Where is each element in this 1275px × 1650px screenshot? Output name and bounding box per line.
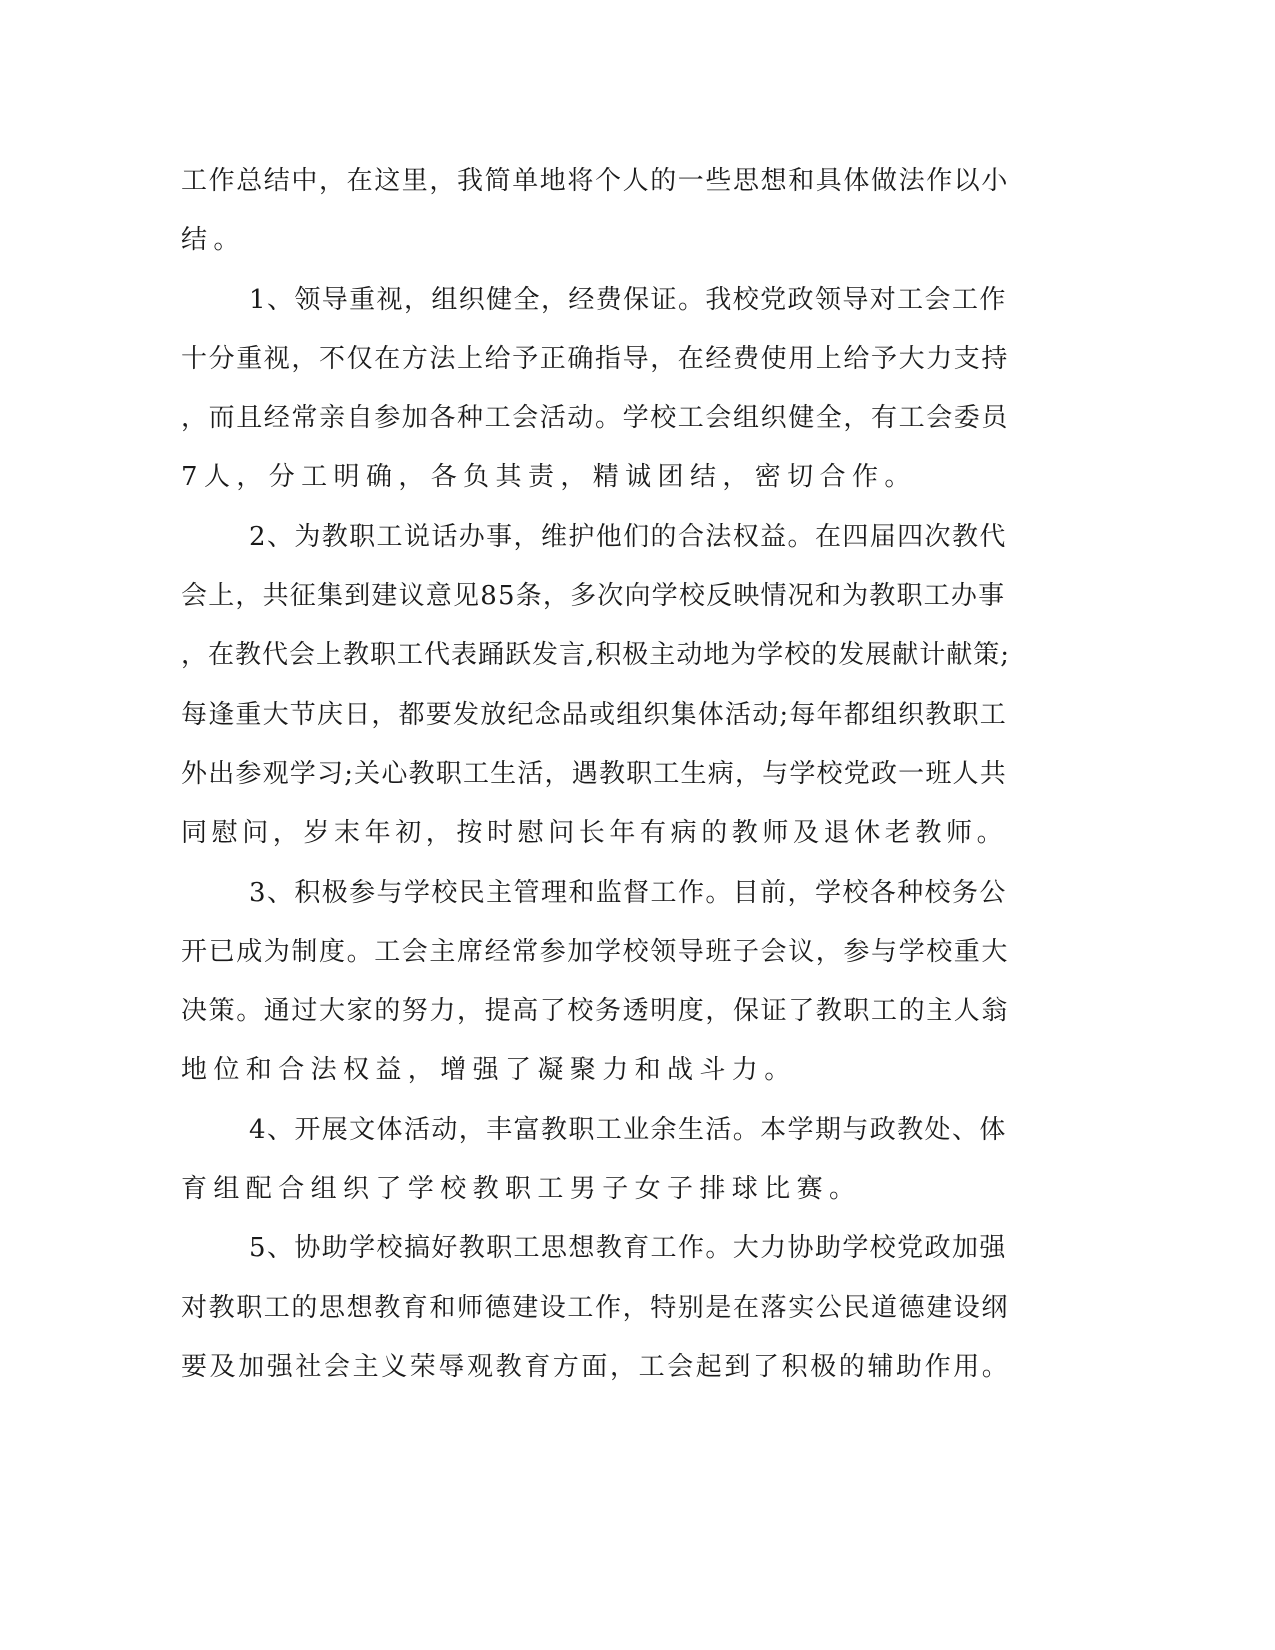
text-line: 外出参观学习;关心教职工生活，遇教职工生病，与学校党政一班人共 bbox=[181, 758, 1007, 789]
paragraph-4-start: 4、开展文体活动，丰富教职工业余生活。本学期与政教处、体 bbox=[249, 1114, 1007, 1145]
text-line: 会上，共征集到建议意见85条，多次向学校反映情况和为教职工办事 bbox=[181, 581, 1006, 612]
text-line: 工作总结中，在这里，我简单地将个人的一些思想和具体做法作以小 bbox=[181, 166, 1010, 196]
text-line: ，在教代会上教职工代表踊跃发言,积极主动地为学校的发展献计献策; bbox=[181, 640, 1011, 671]
text-line: 每逢重大节庆日，都要发放纪念品或组织集体活动;每年都组织教职工 bbox=[181, 699, 1007, 730]
text-line: 十分重视，不仅在方法上给予正确指导，在经费使用上给予大力支持 bbox=[181, 343, 1010, 374]
document-body bbox=[181, 152, 1011, 1397]
text-line: 育组配合组织了学校教职工男子女子排球比赛。 bbox=[181, 1174, 862, 1205]
paragraph-2-start: 2、为教职工说话办事，维护他们的合法权益。在四届四次教代 bbox=[249, 521, 1007, 552]
text-line: 要及加强社会主义荣辱观教育方面，工会起到了积极的辅助作用。 bbox=[181, 1351, 1011, 1382]
text-line: 决策。通过大家的努力，提高了校务透明度，保证了教职工的主人翁 bbox=[181, 996, 1010, 1027]
text-line: 同慰问，岁末年初，按时慰问长年有病的教师及退休老教师。 bbox=[181, 818, 1008, 849]
text-line: 结。 bbox=[181, 225, 246, 256]
paragraph-3-start: 3、积极参与学校民主管理和监督工作。目前，学校各种校务公 bbox=[249, 877, 1007, 908]
text-line: 开已成为制度。工会主席经常参加学校领导班子会议，参与学校重大 bbox=[181, 936, 1010, 967]
paragraph-1-start: 1、领导重视，组织健全，经费保证。我校党政领导对工会工作 bbox=[249, 284, 1007, 315]
text-line: 地位和合法权益，增强了凝聚力和战斗力。 bbox=[181, 1055, 797, 1086]
paragraph-5-start: 5、协助学校搞好教职工思想教育工作。大力协助学校党政加强 bbox=[249, 1233, 1007, 1264]
text-line: 7人，分工明确，各负其责，精诚团结，密切合作。 bbox=[181, 462, 917, 493]
text-line: 对教职工的思想教育和师德建设工作，特别是在落实公民道德建设纲 bbox=[181, 1292, 1010, 1323]
text-line: ，而且经常亲自参加各种工会活动。学校工会组织健全，有工会委员 bbox=[181, 403, 1010, 434]
